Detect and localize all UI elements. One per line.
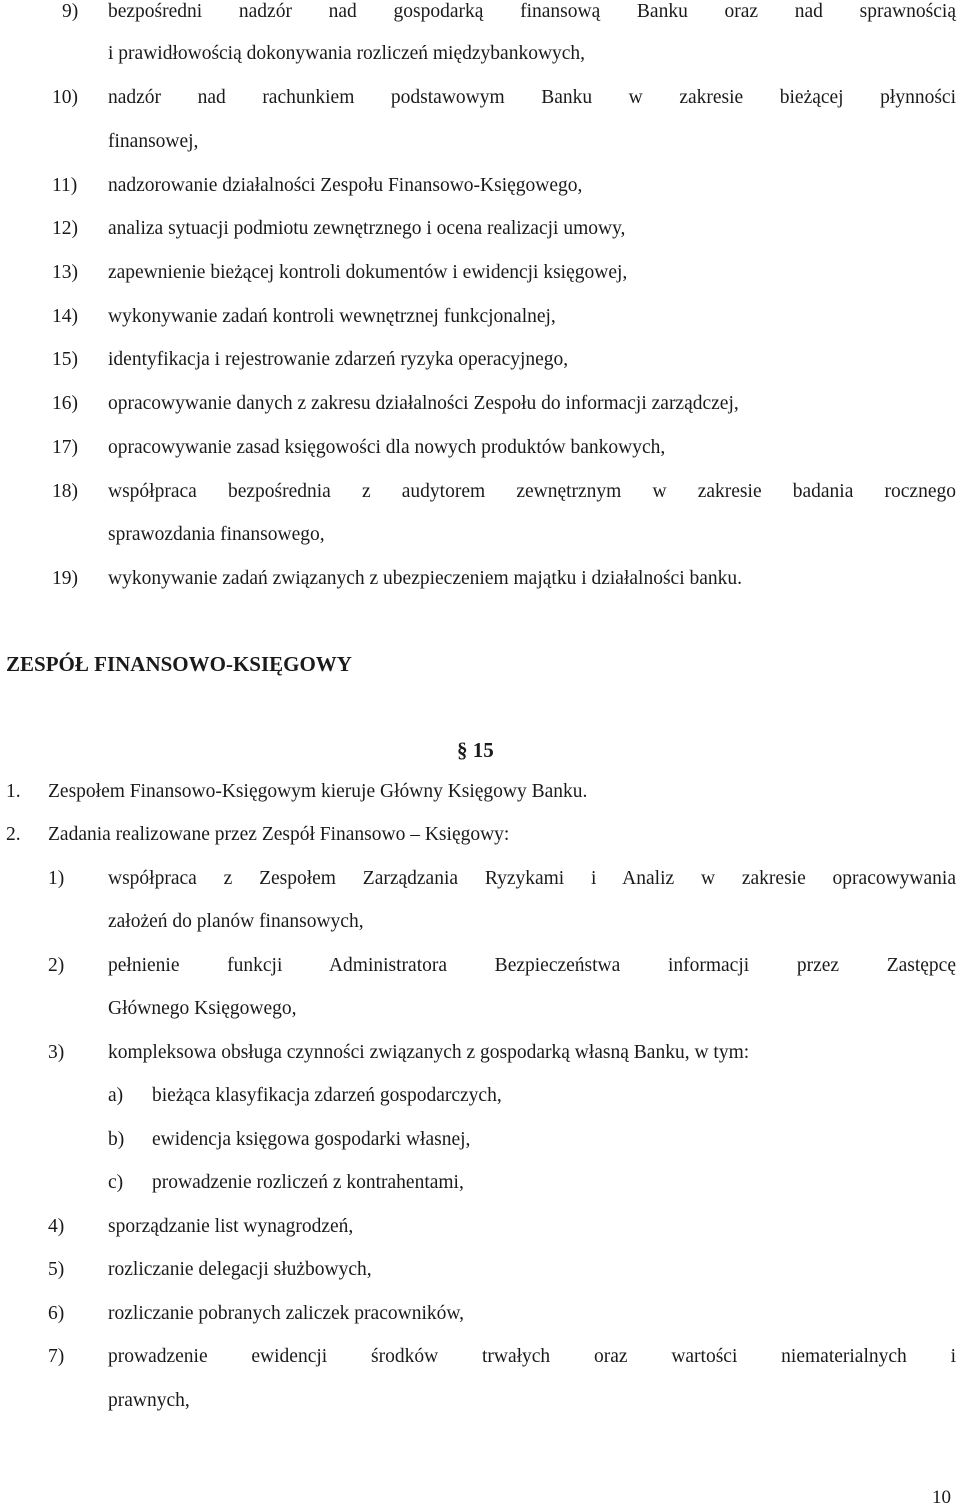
item-number: 9) bbox=[62, 1, 79, 22]
item-text: zapewnienie bieżącej kontroli dokumentów i ewidencji księgowej, bbox=[108, 262, 628, 283]
item-text: wykonywanie zadań związanych z ubezpieczeniem majątku i działalności banku. bbox=[108, 568, 743, 589]
sub-item-letter: b) bbox=[108, 1129, 125, 1150]
item-text: bezpośredni nadzór nad gospodarką finansową Banku oraz nad sprawnością bbox=[108, 1, 956, 22]
sub-item-letter: c) bbox=[108, 1172, 124, 1193]
sub-item-text: prowadzenie rozliczeń z kontrahentami, bbox=[152, 1172, 464, 1193]
item-number: 7) bbox=[48, 1346, 65, 1367]
item-text: prowadzenie ewidencji środków trwałych oraz wartości niematerialnych i bbox=[108, 1346, 956, 1367]
item-text: wykonywanie zadań kontroli wewnętrznej funkcjonalnej, bbox=[108, 306, 556, 327]
item-text: współpraca bezpośrednia z audytorem zewnętrznym w zakresie badania rocznego bbox=[108, 481, 956, 502]
item-number: 16) bbox=[52, 393, 78, 414]
item-text: rozliczanie delegacji służbowych, bbox=[108, 1259, 372, 1280]
page-number: 10 bbox=[932, 1487, 951, 1508]
item-text: Głównego Księgowego, bbox=[108, 998, 297, 1019]
item-number: 10) bbox=[52, 87, 78, 108]
item-number: 2) bbox=[48, 955, 65, 976]
item-number: 14) bbox=[52, 306, 78, 327]
item-text: rozliczanie pobranych zaliczek pracowników, bbox=[108, 1303, 465, 1324]
item-text: kompleksowa obsługa czynności związanych z gospodarką własną Banku, w tym: bbox=[108, 1042, 750, 1063]
item-number: 5) bbox=[48, 1259, 65, 1280]
item-text: założeń do planów finansowych, bbox=[108, 911, 364, 932]
item-text: opracowywanie danych z zakresu działalności Zespołu do informacji zarządczej, bbox=[108, 393, 739, 414]
paragraph-number: § 15 bbox=[457, 738, 494, 762]
item-number: 4) bbox=[48, 1216, 65, 1237]
sub-item-text: ewidencja księgowa gospodarki własnej, bbox=[152, 1129, 471, 1150]
item-number: 11) bbox=[52, 175, 78, 196]
item-number: 18) bbox=[52, 481, 78, 502]
item-text: analiza sytuacji podmiotu zewnętrznego i ocena realizacji umowy, bbox=[108, 218, 626, 239]
item-text: sprawozdania finansowego, bbox=[108, 524, 325, 545]
item-text: identyfikacja i rejestrowanie zdarzeń ryzyka operacyjnego, bbox=[108, 349, 569, 370]
sub-item-letter: a) bbox=[108, 1085, 124, 1106]
item-number: 13) bbox=[52, 262, 78, 283]
item-number: 6) bbox=[48, 1303, 65, 1324]
item-text: i prawidłowością dokonywania rozliczeń międzybankowych, bbox=[108, 43, 586, 64]
item-number: 15) bbox=[52, 349, 78, 370]
item-number: 17) bbox=[52, 437, 78, 458]
item-number: 1) bbox=[48, 868, 65, 889]
item-number: 19) bbox=[52, 568, 78, 589]
point-text: Zespołem Finansowo-Księgowym kieruje Główny Księgowy Banku. bbox=[48, 781, 588, 802]
item-text: nadzorowanie działalności Zespołu Finansowo-Księgowego, bbox=[108, 175, 583, 196]
item-number: 12) bbox=[52, 218, 78, 239]
sub-item-text: bieżąca klasyfikacja zdarzeń gospodarczych, bbox=[152, 1085, 502, 1106]
point-number: 2. bbox=[6, 824, 21, 845]
item-text: prawnych, bbox=[108, 1390, 190, 1411]
section-heading: ZESPÓŁ FINANSOWO-KSIĘGOWY bbox=[6, 652, 352, 676]
point-number: 1. bbox=[6, 781, 21, 802]
point-text: Zadania realizowane przez Zespół Finansowo – Księgowy: bbox=[48, 824, 510, 845]
item-text: opracowywanie zasad księgowości dla nowych produktów bankowych, bbox=[108, 437, 666, 458]
item-text: współpraca z Zespołem Zarządzania Ryzykami i Analiz w zakresie opracowywania bbox=[108, 868, 956, 889]
item-text: sporządzanie list wynagrodzeń, bbox=[108, 1216, 354, 1237]
item-text: pełnienie funkcji Administratora Bezpieczeństwa informacji przez Zastępcę bbox=[108, 955, 956, 976]
item-text: nadzór nad rachunkiem podstawowym Banku w zakresie bieżącej płynności bbox=[108, 87, 956, 108]
item-text: finansowej, bbox=[108, 131, 199, 152]
item-number: 3) bbox=[48, 1042, 65, 1063]
